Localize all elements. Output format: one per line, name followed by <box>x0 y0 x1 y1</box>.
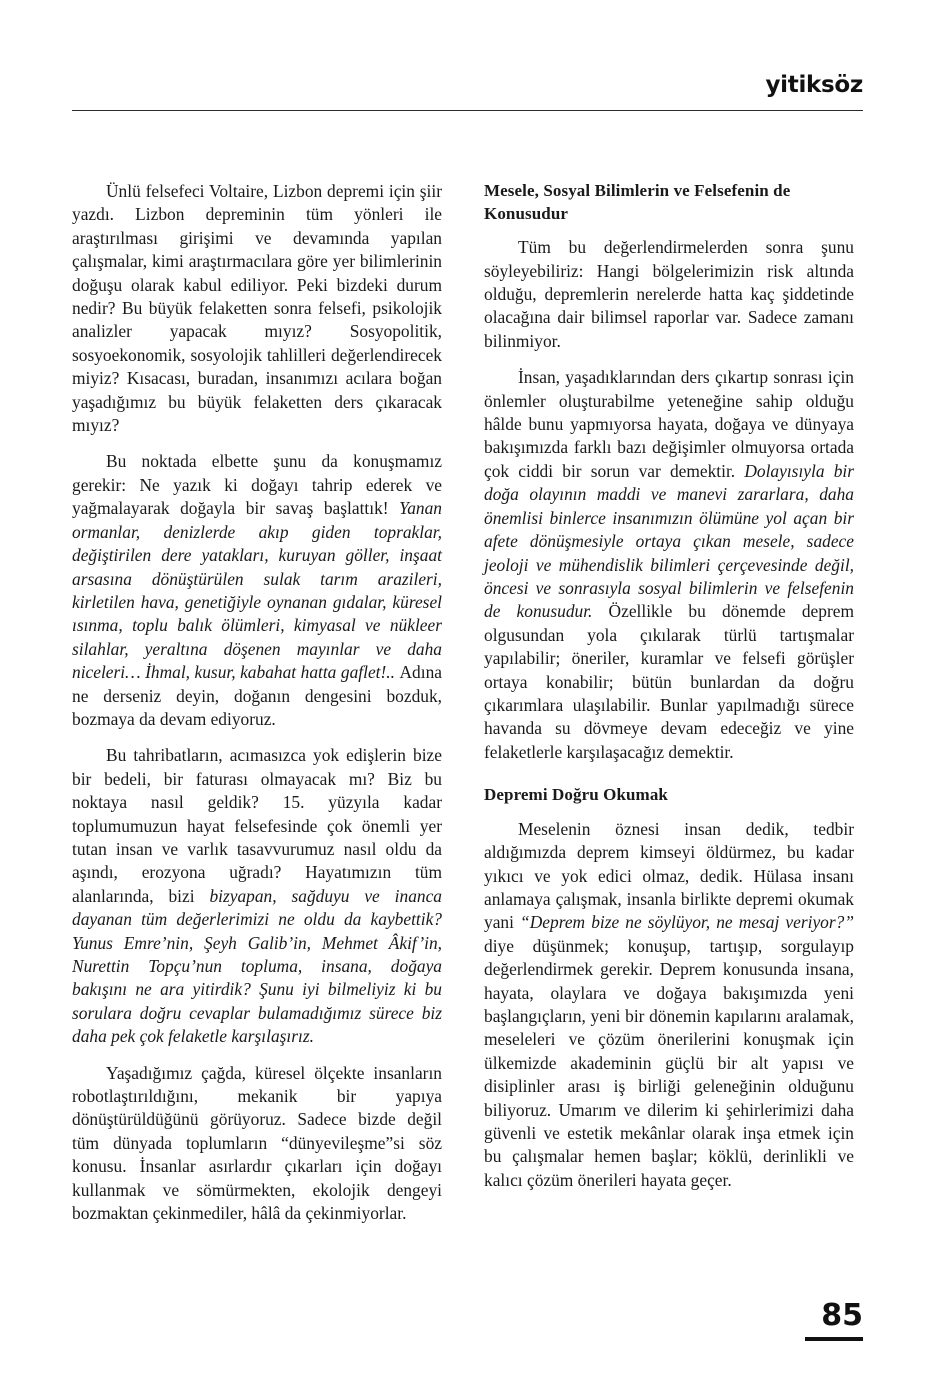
paragraph-tail: Adına ne derseniz deyin, doğanın dengesini bozduk, bozmaya da devam ediyoruz. <box>72 662 442 729</box>
paragraph <box>484 818 854 1193</box>
paragraph <box>484 366 854 764</box>
paragraph-italic: “Deprem bize ne söylüyor, ne mesaj veriyor?” <box>520 912 854 933</box>
paragraph-lead: Bu tahribatların, acımasızca yok edişlerin bize bir bedeli, bir faturası olmayacak mı? Biz bu noktaya nasıl geldik? 15. yüzyıla kadar toplumumuzun hayat felsefesinde çok önemli yer tutan insan ve varlık tasavvurumuz nasıl oldu da aşındı, erozyona uğradı? Hayatımızın tüm alanlarında, bizi <box>72 745 442 906</box>
paragraph-italic: bizyapan, sağduyu ve inanca dayanan tüm değerlerimizi ne oldu da kaybettik? Yunus Emre’nin, Şeyh Galib’in, Mehmet Âkif’in, Nurettin Topçu’nun topluma, insana, doğaya bakışını ne ara yitirdik? Şunu iyi bilmeliyiz ki bu sorulara doğru cevaplar bulamadığımız sürece biz daha pek çok felaketle karşılaşırız. <box>72 885 442 1047</box>
paragraph: Yaşadığımız çağda, küresel ölçekte insanların robotlaştırıldığını, mekanik bir yapıya dönüştürüldüğünü görüyoruz. Sadece bizde değil tüm dünyada toplumların “dünyevileşme”si söz konusu. İnsanlar asırlardır çıkarları için doğayı kullanmak ve sömürmekten, ekolojik dengeyi bozmaktan çekinmediler, hâlâ da çekinmiyorlar. <box>72 1062 442 1224</box>
section-heading: Depremi Doğru Okumak <box>484 785 668 805</box>
page-number: 85 <box>821 1298 863 1333</box>
paragraph <box>72 744 442 1048</box>
paragraph-italic: Yanan ormanlar, denizlerde akıp giden topraklar, değiştirilen dere yatakları, kuruyan göller, inşaat arsasına dönüştürülen sulak tarım arazileri, kirletilen hava, genetiğiyle oynanan gıdalar, küresel ısınma, toplu balık ölümleri, kimyasal ve nükleer silahlar, yeraltına döşenen mayınlar ve daha niceleri… İhmal, kusur, kabahat hatta gaflet!.. <box>72 498 442 683</box>
left-column <box>72 180 442 1273</box>
paragraph-lead: İnsan, yaşadıklarından ders çıkartıp sonrası için önlemler oluşturabilme yeteneğine sahip olduğu hâlde bunu yapmıyorsa hayata, doğaya ve dünyaya bakışımızda farklı bazı değişimler olmuyorsa ortada çok ciddi bir sorun var demektir. <box>484 367 854 481</box>
article-body <box>72 180 863 1273</box>
page-folio <box>805 1298 863 1341</box>
paragraph <box>72 450 442 731</box>
folio-rule <box>805 1337 863 1341</box>
paragraph-italic: Dolayısıyla bir doğa olayının maddi ve manevi zararlara, daha önemlisi binlerce insanımızın ölümüne yol açan bir afete dönüşmesiyle ortaya çıkan mesele, sadece jeoloji ve mühendislik bilimleri çerçevesinde değil, öncesi ve sonrasıyla sosyal bilimlerin ve felsefenin de konusudur. <box>484 460 854 622</box>
paragraph: Tüm bu değerlendirmelerden sonra şunu söyleyebiliriz: Hangi bölgelerimizin risk altında olduğu, depremlerin nerelerde hatta kaç şiddetinde olacağına dair bilimsel raporlar var. Sadece zamanı bilinmiyor. <box>484 237 854 351</box>
paragraph: Ünlü felsefeci Voltaire, Lizbon depremi için şiir yazdı. Lizbon depreminin tüm yönleri ile araştırılması girişimi ve devamında yapılan çalışmalar, kimi araştırmacılara göre yer bilimlerinin doğuşu olarak kabul ediliyor. Peki bizdeki durum nedir? Bu büyük felaketten sonra felsefi, psikolojik analizler yapacak mıyız? Sosyopolitik, sosyoekonomik, sosyolojik tahlilleri değerlendirecek miyiz? Kısacası, buradan, insanımızı acılara boğan yaşadığımız bu büyük felaketten ders çıkaracak mıyız? <box>72 181 442 436</box>
section-heading: Mesele, Sosyal Bilimlerin ve Felsefenin de Konusudur <box>484 181 791 223</box>
paragraph-tail: Özellikle bu dönemde deprem olgusundan yola çıkılarak türlü tartışmalar yapılabilir; öneriler, kuramlar ve felsefi görüşler ortaya konabilir; bütün bunlardan da doğru çıkarımlara ulaşılabilir. Bunlar yapılmadığı sürece havanda su dövmeye devam edeceğiz ve yine felaketlerle karşılaşacağız demektir. <box>484 601 854 762</box>
paragraph-lead: Bu noktada elbette şunu da konuşmamız gerekir: Ne yazık ki doğayı tahrip ederek ve yağmalayarak doğayla bir savaş başlattık! <box>72 451 442 519</box>
paragraph-tail: diye düşünmek; konuşup, tartışıp, sorgulayıp değerlendirmek gerekir. Deprem konusunda insana, hayata, olaylara ve doğaya bakışımızda yeni başlangıçların, yeni bir dönemin kapılarını aralamak, meseleleri ve çözüm önerilerini konuşmak için ülkemizde akademinin güçlü bir alt yapısı ve disiplinler arası iş birliği geleneğinin olduğunu biliyoruz. Umarım ve dilerim ki şehirlerimizi daha güvenli ve estetik mekânlar olarak inşa etmek için bu çalışmalar hemen başlar; köklü, derinlikli ve kalıcı çözüm önerileri hayata geçer. <box>484 935 854 1190</box>
paragraph-lead: Meselenin öznesi insan dedik, tedbir aldığımızda deprem kimseyi öldürmez, bu kadar yıkıcı ve yok edici olmaz, dedik. Hülasa insanı anlamaya çalışmak, insanla birlikte depremi okumak yani <box>484 818 854 933</box>
magazine-masthead: yitiksöz <box>765 72 863 98</box>
header-divider <box>72 110 863 111</box>
right-column <box>484 180 854 1273</box>
